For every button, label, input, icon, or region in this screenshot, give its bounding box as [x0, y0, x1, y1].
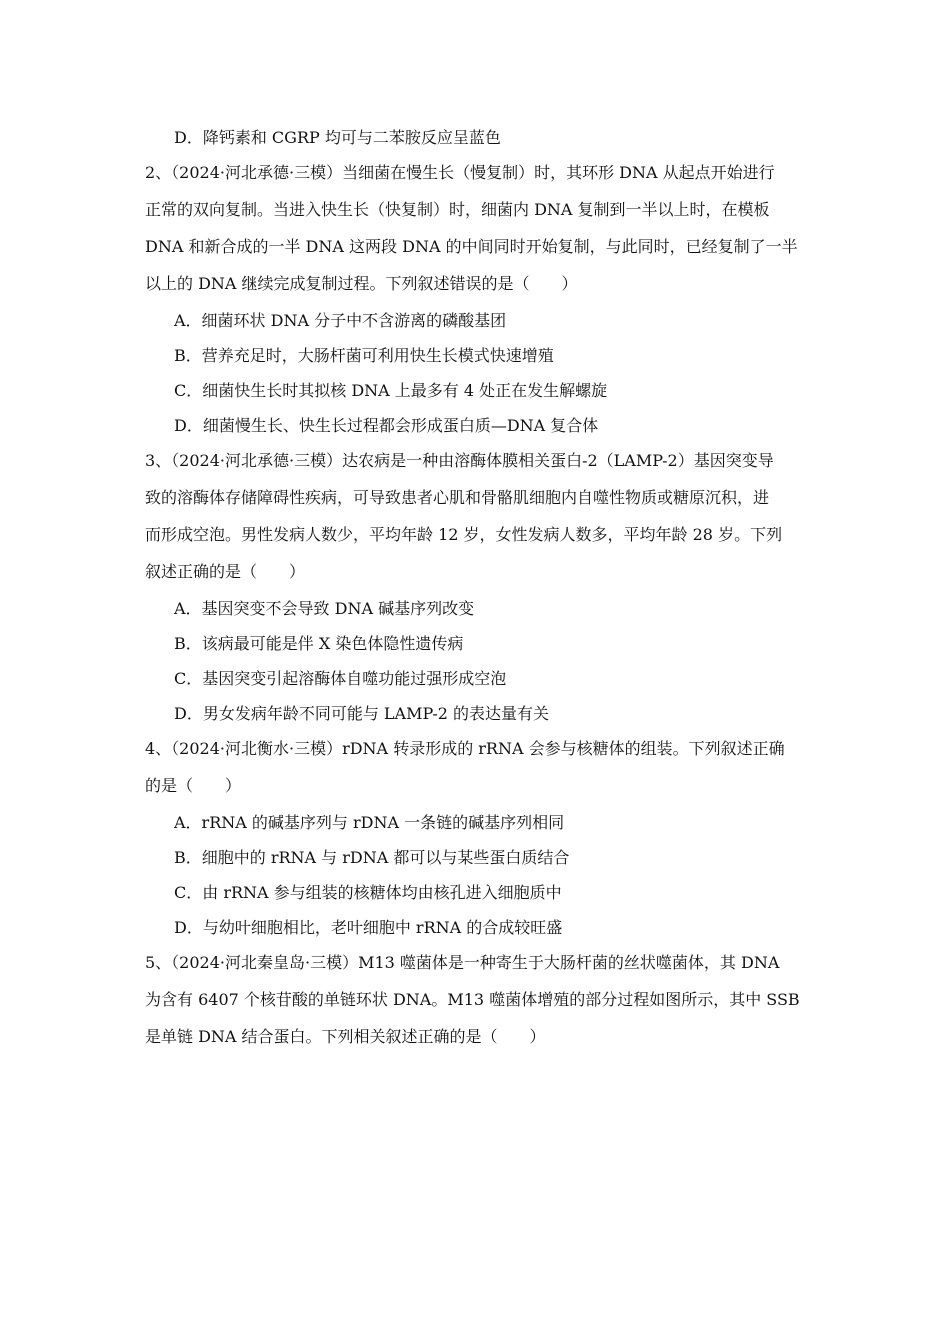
q3-option-b: B．该病最可能是伴 X 染色体隐性遗传病: [174, 634, 464, 653]
q2-line-4: 以上的 DNA 继续完成复制过程。下列叙述错误的是（ ）: [145, 274, 578, 293]
q5-line-1: 5、（2024·河北秦皇岛·三模）M13 噬菌体是一种寄生于大肠杆菌的丝状噬菌体，其 DNA: [145, 953, 780, 972]
q5-line-3: 是单链 DNA 结合蛋白。下列相关叙述正确的是（ ）: [145, 1027, 546, 1046]
q2-line-3: DNA 和新合成的一半 DNA 这两段 DNA 的中间同时开始复制，与此同时，已经复制了一半: [145, 237, 798, 256]
q3-line-2: 致的溶酶体存储障碍性疾病，可导致患者心肌和骨骼肌细胞内自噬性物质或糖原沉积，进: [145, 488, 770, 507]
q2-option-a: A．细菌环状 DNA 分子中不含游离的磷酸基团: [174, 311, 507, 330]
q4-option-c: C．由 rRNA 参与组装的核糖体均由核孔进入细胞质中: [174, 883, 562, 902]
q4-line-2: 的是（ ）: [145, 776, 242, 795]
q2-line-1: 2、（2024·河北承德·三模）当细菌在慢生长（慢复制）时，其环形 DNA 从起点开始进行: [145, 163, 775, 182]
q2-line-2: 正常的双向复制。当进入快生长（快复制）时，细菌内 DNA 复制到一半以上时，在模板: [145, 200, 770, 219]
q3-line-3: 而形成空泡。男性发病人数少，平均年龄 12 岁，女性发病人数多，平均年龄 28 岁。下列: [145, 525, 783, 544]
q4-line-1: 4、（2024·河北衡水·三模）rDNA 转录形成的 rRNA 会参与核糖体的组装。下列叙述正确: [145, 739, 785, 758]
q3-line-4: 叙述正确的是（ ）: [145, 562, 306, 581]
q4-option-b: B．细胞中的 rRNA 与 rDNA 都可以与某些蛋白质结合: [174, 848, 570, 867]
q3-line-1: 3、（2024·河北承德·三模）达农病是一种由溶酶体膜相关蛋白-2（LAMP-2）基因突变导: [145, 451, 774, 470]
q2-option-b: B．营养充足时，大肠杆菌可利用快生长模式快速增殖: [174, 346, 554, 365]
q3-option-d: D．男女发病年龄不同可能与 LAMP-2 的表达量有关: [174, 704, 550, 723]
q3-option-a: A．基因突变不会导致 DNA 碱基序列改变: [174, 599, 475, 618]
q2-option-d: D．细菌慢生长、快生长过程都会形成蛋白质—DNA 复合体: [174, 416, 599, 435]
q2-option-c: C．细菌快生长时其拟核 DNA 上最多有 4 处正在发生解螺旋: [174, 381, 608, 400]
q5-line-2: 为含有 6407 个核苷酸的单链环状 DNA。M13 噬菌体增殖的部分过程如图所示，其中 SSB: [145, 990, 800, 1009]
q4-option-a: A．rRNA 的碱基序列与 rDNA 一条链的碱基序列相同: [174, 813, 565, 832]
q4-option-d: D．与幼叶细胞相比，老叶细胞中 rRNA 的合成较旺盛: [174, 918, 563, 937]
prev-option-d: D．降钙素和 CGRP 均可与二苯胺反应呈蓝色: [174, 128, 501, 147]
q3-option-c: C．基因突变引起溶酶体自噬功能过强形成空泡: [174, 669, 507, 688]
